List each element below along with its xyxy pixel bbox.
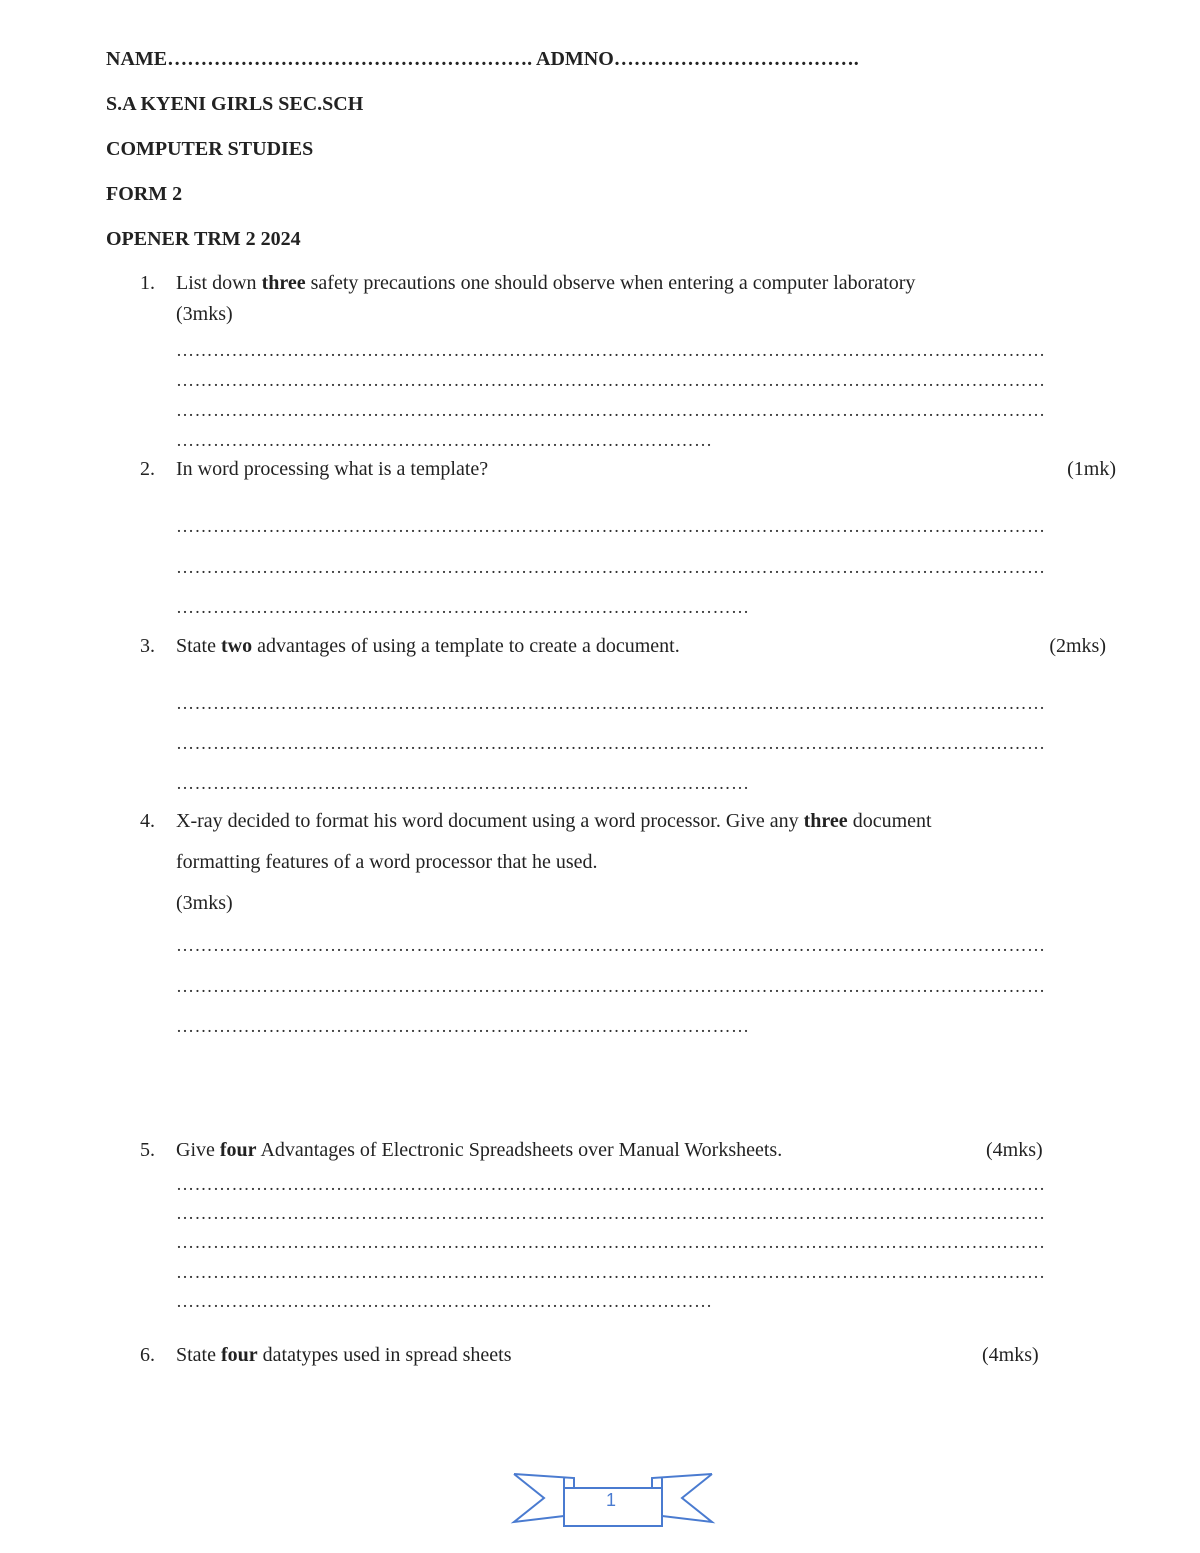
answer-line[interactable]: …………………………………………………………………………………………………………………………… <box>176 557 1046 577</box>
question-marks: (2mks) <box>1049 635 1106 657</box>
question-text: List down three safety precautions one should observe when entering a computer laboratory <box>176 272 916 294</box>
answer-line[interactable]: …………………………………………………………………………………………………………………………… <box>176 976 1046 996</box>
name-admno-line: NAME………………………………………………. ADMNO………………………………. <box>106 48 859 70</box>
answer-line[interactable]: …………………………………………………………………………………………………………………………… <box>176 400 1046 420</box>
answer-line[interactable]: ………………………………………………………………………………… <box>176 773 750 793</box>
question-marks: (3mks) <box>176 892 233 914</box>
exam-title: OPENER TRM 2 2024 <box>106 228 301 250</box>
question-text: State four datatypes used in spread sheets <box>176 1344 512 1366</box>
answer-line[interactable]: …………………………………………………………………………… <box>176 430 713 450</box>
answer-line[interactable]: …………………………………………………………………………………………………………………………… <box>176 1232 1046 1252</box>
question-number: 5. <box>140 1139 155 1161</box>
question-marks: (3mks) <box>176 303 233 325</box>
question-marks: (4mks) <box>982 1344 1039 1366</box>
school-name: S.A KYENI GIRLS SEC.SCH <box>106 93 364 115</box>
answer-line[interactable]: …………………………………………………………………………………………………………………………… <box>176 516 1046 536</box>
question-number: 2. <box>140 458 155 480</box>
question-number: 6. <box>140 1344 155 1366</box>
question-text: State two advantages of using a template to create a document. <box>176 635 680 657</box>
question-text: X-ray decided to format his word document using a word processor. Give any three document <box>176 810 932 832</box>
answer-line[interactable]: …………………………………………………………………………………………………………………………… <box>176 340 1046 360</box>
question-text: In word processing what is a template? <box>176 458 489 480</box>
answer-line[interactable]: …………………………………………………………………………………………………………………………… <box>176 1203 1046 1223</box>
question-number: 3. <box>140 635 155 657</box>
answer-line[interactable]: …………………………………………………………………………………………………………………………… <box>176 733 1046 753</box>
form-level: FORM 2 <box>106 183 183 205</box>
answer-line[interactable]: …………………………………………………………………………………………………………………………… <box>176 693 1046 713</box>
answer-line[interactable]: …………………………………………………………………………… <box>176 1291 713 1311</box>
answer-line[interactable]: …………………………………………………………………………………………………………………………… <box>176 935 1046 955</box>
answer-line[interactable]: …………………………………………………………………………………………………………………………… <box>176 1262 1046 1282</box>
answer-line[interactable]: ………………………………………………………………………………… <box>176 597 750 617</box>
answer-line[interactable]: ………………………………………………………………………………… <box>176 1016 750 1036</box>
question-marks: (4mks) <box>986 1139 1043 1161</box>
question-text-continued: formatting features of a word processor that he used. <box>176 851 598 873</box>
question-number: 1. <box>140 272 155 294</box>
question-marks: (1mk) <box>1067 458 1116 480</box>
answer-line[interactable]: …………………………………………………………………………………………………………………………… <box>176 370 1046 390</box>
page-number: 1 <box>605 1490 616 1510</box>
question-text: Give four Advantages of Electronic Spreadsheets over Manual Worksheets. <box>176 1139 783 1161</box>
subject-title: COMPUTER STUDIES <box>106 138 314 160</box>
question-number: 4. <box>140 810 155 832</box>
answer-line[interactable]: …………………………………………………………………………………………………………………………… <box>176 1174 1046 1194</box>
